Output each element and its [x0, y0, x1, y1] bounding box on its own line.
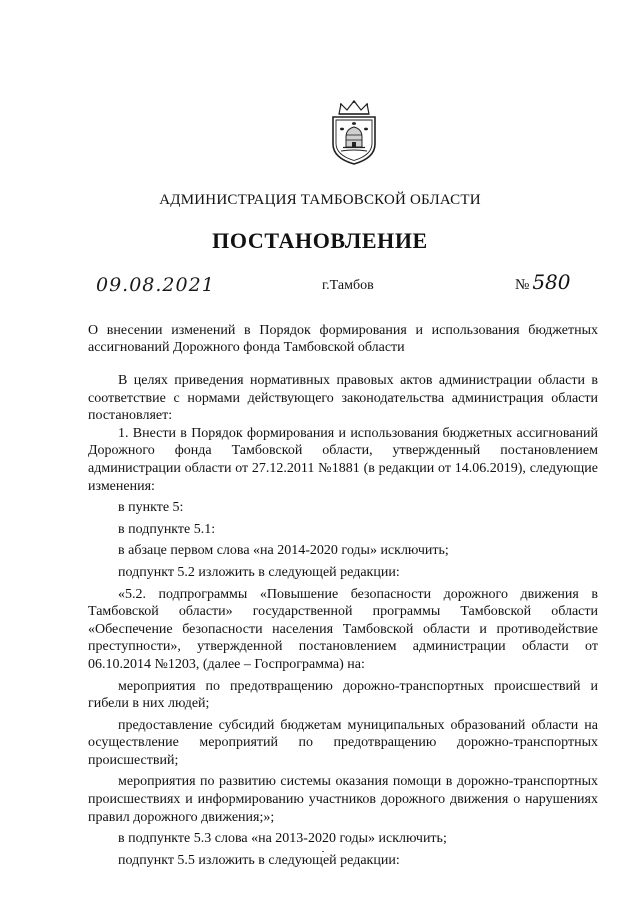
body-paragraph: в подпункте 5.1:: [118, 521, 216, 537]
document-body: [88, 372, 598, 869]
preamble-paragraph: В целях приведения нормативных правовых актов администрации области в соответствие с нормами действующего законодательства администрация области постановляет:: [88, 373, 598, 424]
document-subject: О внесении изменений в Порядок формирования и использования бюджетных ассигнований Дорожного фонда Тамбовской области: [88, 323, 598, 355]
body-paragraph: «5.2. подпрограммы «Повышение безопасности дорожного движения в Тамбовской области» государственной программы Тамбовской области «Обеспечение безопасности населения Тамбовской области и противодействие преступности», утвержденной постановлением администрации области от 06.10.2014 №1203, (далее – Госпрограмма) на:: [88, 586, 598, 672]
document-date: 09.08.2021: [96, 274, 215, 296]
document-place: г.Тамбов: [322, 278, 374, 293]
scan-speck: [322, 851, 324, 852]
body-paragraph: в подпункте 5.3 слова «на 2013-2020 годы» исключить;: [118, 831, 447, 847]
document-type-title: ПОСТАНОВЛЕНИЕ: [212, 228, 428, 253]
organization-name: АДМИНИСТРАЦИЯ ТАМБОВСКОЙ ОБЛАСТИ: [159, 192, 481, 208]
body-paragraph: мероприятия по развитию системы оказания помощи в дорожно-транспортных происшествиях и информированию участников дорожного движения о нарушениях правил дорожного движения;»;: [88, 774, 598, 825]
document-number: [515, 270, 571, 294]
number-sign: №: [515, 277, 530, 293]
body-paragraph: в пункте 5:: [118, 500, 184, 516]
tambov-coat-of-arms-icon: [327, 100, 381, 166]
body-paragraph: в абзаце первом слова «на 2014-2020 годы» исключить;: [118, 543, 449, 559]
body-paragraph: подпункт 5.2 изложить в следующей редакции:: [118, 564, 400, 580]
body-paragraph: мероприятия по предотвращению дорожно-транспортных происшествий и гибели в них людей;: [88, 678, 598, 712]
body-paragraph: предоставление субсидий бюджетам муниципальных образований области на осуществление мероприятий по предотвращению дорожно-транспортных происшествий;: [88, 717, 598, 768]
body-paragraph: подпункт 5.5 изложить в следующей редакции:: [118, 852, 400, 868]
body-paragraph: 1. Внести в Порядок формирования и использования бюджетных ассигнований Дорожного фонда Тамбовской области, утвержденный постановлением администрации области от 27.12.2011 №1881 (в редакции от 14.06.2019), следующие изменения:: [88, 425, 598, 494]
number-value: 580: [532, 270, 571, 294]
